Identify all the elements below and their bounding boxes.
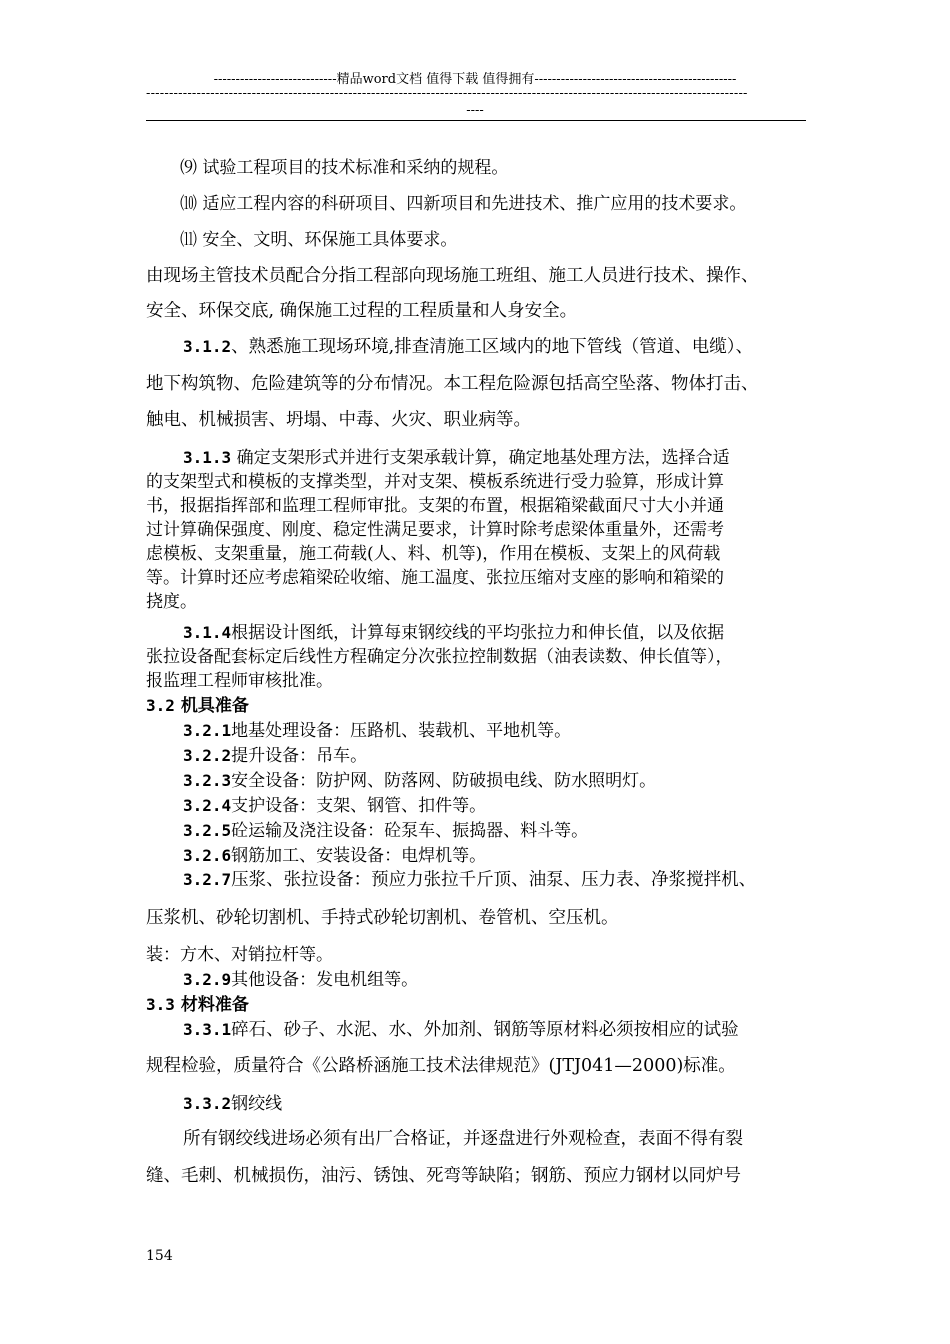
- clause-text: 、熟悉施工现场环境,排查清施工区域内的地下管线（管道、电缆）、: [231, 337, 753, 357]
- paragraph-line: 等。计算时还应考虑箱梁砼收缩、施工温度、张拉压缩对支座的影响和箱梁的: [146, 568, 724, 588]
- section-title: 材料准备: [174, 995, 249, 1015]
- clause-3-3-2: [183, 1089, 282, 1114]
- section-title: 机具准备: [174, 696, 249, 716]
- item-9: ⑼ 试验工程项目的技术标准和采纳的规程。: [180, 158, 509, 178]
- clause-text: 确定支架形式并进行支架承载计算，确定地基处理方法，选择合适: [231, 448, 730, 468]
- clause-text: 根据设计图纸，计算每束钢绞线的平均张拉力和伸长值，以及依据: [231, 623, 725, 643]
- paragraph-line: 由现场主管技术员配合分指工程部向现场施工班组、施工人员进行技术、操作、: [146, 266, 759, 286]
- paragraph-line: 虑模板、支架重量，施工荷载(人、料、机等)，作用在模板、支架上的风荷载: [146, 544, 721, 564]
- clause-3-1-4: [183, 618, 724, 643]
- clause-text: 钢筋加工、安装设备：电焊机等。: [231, 846, 487, 866]
- clause-3-1-2: [183, 333, 753, 358]
- paragraph-line: 张拉设备配套标定后线性方程确定分次张拉控制数据（油表读数、伸长值等），: [146, 647, 733, 667]
- clause-text: 其他设备：发电机组等。: [231, 970, 419, 990]
- clause-number: 3.1.2: [183, 337, 232, 356]
- page-number: 154: [146, 1248, 173, 1264]
- clause-number: 3.3.1: [183, 1020, 232, 1039]
- section-heading-3-3: [146, 990, 249, 1015]
- clause-3-2-1: [183, 716, 571, 741]
- clause-3-3-1: [183, 1016, 739, 1041]
- clause-3-2-5: [183, 816, 588, 841]
- paragraph-line: 压浆机、砂轮切割机、手持式砂轮切割机、卷管机、空压机。: [146, 908, 619, 928]
- item-11: ⑾ 安全、文明、环保施工具体要求。: [180, 230, 458, 250]
- clause-text: 安全设备：防护网、防落网、防破损电线、防水照明灯。: [231, 771, 657, 791]
- clause-text: 地基处理设备：压路机、装载机、平地机等。: [231, 721, 572, 741]
- paragraph-line: 缝、毛刺、机械损伤，油污、锈蚀、死弯等缺陷；钢筋、预应力钢材以同炉号: [146, 1166, 741, 1186]
- clause-text: 支护设备：支架、钢管、扣件等。: [231, 796, 487, 816]
- clause-number: 3.2.5: [183, 821, 232, 840]
- paragraph-line: 过计算确保强度、刚度、稳定性满足要求，计算时除考虑梁体重量外，还需考: [146, 520, 724, 540]
- paragraph-line: 触电、机械损害、坍塌、中毒、火灾、职业病等。: [146, 410, 531, 430]
- clause-number: 3.2.7: [183, 870, 232, 889]
- clause-text: 提升设备：吊车。: [231, 746, 368, 766]
- header-dashes-tail: ----: [466, 103, 484, 118]
- section-number: 3.3: [146, 995, 175, 1014]
- clause-number: 3.2.4: [183, 796, 232, 815]
- paragraph-line: 安全、环保交底, 确保施工过程的工程质量和人身安全。: [146, 301, 578, 321]
- paragraph-line: 书，报据指挥部和监理工程师审批。支架的布置，根据箱梁截面尺寸大小并通: [146, 496, 724, 516]
- clause-text: 碎石、砂子、水泥、水、外加剂、钢筋等原材料必须按相应的试验: [231, 1020, 739, 1040]
- paragraph-line: 报监理工程师审核批准。: [146, 671, 333, 691]
- clause-number: 3.2.9: [183, 970, 232, 989]
- header-banner: ----------------------------精品word文档 值得下载 值得拥有----------------------------------------------: [213, 72, 737, 87]
- clause-number: 3.2.6: [183, 846, 232, 865]
- clause-3-2-4: [183, 791, 486, 816]
- header-dashes: -----------------------------------------------------------------------------------------------------------------------------------: [146, 86, 748, 101]
- section-heading-3-2: [146, 691, 249, 716]
- paragraph-line: 规程检验，质量符合《公路桥涵施工技术法律规范》(JTJ041—2000)标准。: [146, 1056, 736, 1076]
- clause-3-1-3: [183, 443, 730, 468]
- paragraph-line: 地下构筑物、危险建筑等的分布情况。本工程危险源包括高空坠落、物体打击、: [146, 374, 759, 394]
- clause-number: 3.3.2: [183, 1094, 232, 1113]
- clause-3-2-7: [183, 866, 756, 891]
- clause-3-2-6: [183, 841, 486, 866]
- item-10: ⑽ 适应工程内容的科研项目、四新项目和先进技术、推广应用的技术要求。: [180, 194, 747, 214]
- paragraph-line: 所有钢绞线进场必须有出厂合格证，并逐盘进行外观检查，表面不得有裂: [183, 1129, 743, 1149]
- paragraph-line: 的支架型式和模板的支撑类型，并对支架、模板系统进行受力验算，形成计算: [146, 472, 724, 492]
- paragraph-line: 装：方木、对销拉杆等。: [146, 945, 333, 965]
- clause-number: 3.2.3: [183, 771, 232, 790]
- clause-number: 3.2.1: [183, 721, 232, 740]
- header-rule: [146, 120, 806, 121]
- clause-3-2-9: [183, 965, 418, 990]
- paragraph-line: 挠度。: [146, 592, 197, 612]
- clause-3-2-2: [183, 741, 367, 766]
- clause-text: 压浆、张拉设备：预应力张拉千斤顶、油泵、压力表、净浆搅拌机、: [231, 870, 757, 890]
- clause-text: 钢绞线: [231, 1094, 283, 1114]
- clause-text: 砼运输及浇注设备：砼泵车、振捣器、料斗等。: [231, 821, 589, 841]
- clause-number: 3.1.4: [183, 623, 232, 642]
- clause-number: 3.2.2: [183, 746, 232, 765]
- clause-3-2-3: [183, 766, 656, 791]
- clause-number: 3.1.3: [183, 448, 232, 467]
- section-number: 3.2: [146, 696, 175, 715]
